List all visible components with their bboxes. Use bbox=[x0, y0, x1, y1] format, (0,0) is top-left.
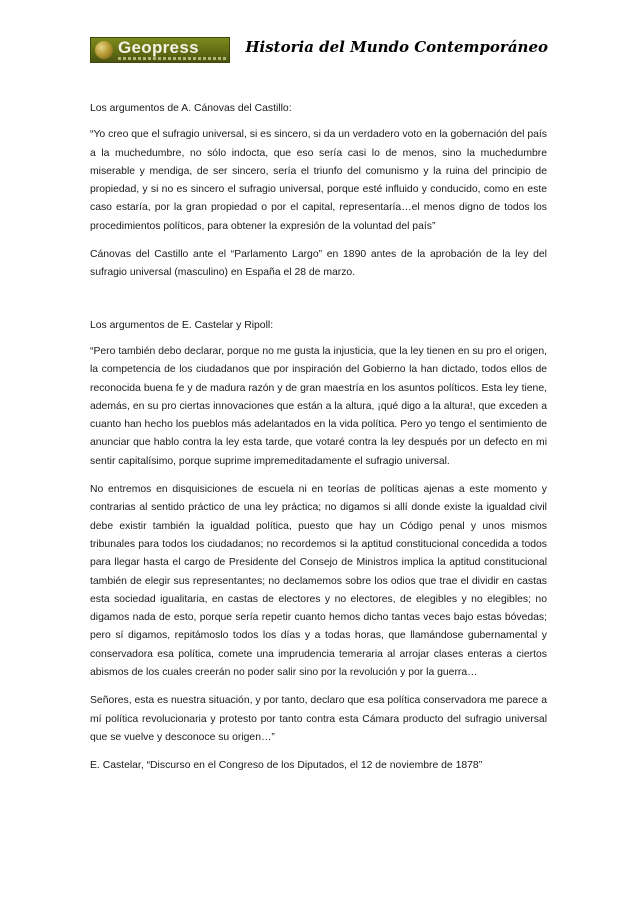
page-header bbox=[0, 0, 638, 80]
canovas-source: Cánovas del Castillo ante el “Parlamento Largo” en 1890 antes de la aprobación de la ley del sufragio universal (masculino) en España el 28 de marzo. bbox=[90, 249, 547, 279]
castelar-source: E. Castelar, “Discurso en el Congreso de los Diputados, el 12 de noviembre de 1878” bbox=[90, 760, 483, 772]
globe-icon bbox=[95, 41, 113, 59]
logo-tagline-decoration bbox=[118, 57, 226, 60]
castelar-paragraph-1: “Pero también debo declarar, porque no me gusta la injusticia, que la ley tienen en su pro el origen, la competencia de los ciudadanos que por inspiración del Gobierno la han dictado, todos ellos de reconocida buena fe y de madura razón y de gran maestría en los asuntos políticos. Esta ley tiene, además, en su pro ciertas innovaciones que están a la altura, ¡qué digo a la altura!, que exceden a cuanto han hecho los pueblos más adelantados en la vida política. Pero yo tengo el sentimiento de anunciar que hablo contra la ley esta tarde, que votaré contra la ley después por un defecto en mi sentir capitalísimo, porque suprime impremeditadamente el sufragio universal. bbox=[90, 345, 547, 467]
geopress-logo bbox=[90, 37, 230, 63]
header-title: Historia del Mundo Contemporáneo bbox=[245, 38, 548, 56]
section1-heading: Los argumentos de A. Cánovas del Castillo: bbox=[90, 103, 292, 114]
castelar-paragraph-3: Señores, esta es nuestra situación, y por tanto, declaro que esa política conservadora me parece a mí política revolucionaria y protesto por tanto contra esta Cámara producto del sufragio universal que se vuelve y desconoce su origen…” bbox=[90, 695, 547, 743]
logo-text: Geopress bbox=[118, 38, 199, 57]
canovas-quote: “Yo creo que el sufragio universal, si es sincero, si da un verdadero voto en la gobernación del país a la muchedumbre, no sólo indocta, que eso sería casi lo de menos, sino la muchedumbre miserable y mendiga, de ser sincero, sería el triunfo del comunismo y la ruina del principio de propiedad, y si no es sincero el sufragio universal, porque esté influido y conducido, como en este caso estaría, por la gran propiedad o por el capital, representaría…el menos digno de todos los procedimientos políticos, para obtener la expresión de la voluntad del país” bbox=[90, 129, 547, 232]
castelar-paragraph-2: No entremos en disquisiciones de escuela ni en teorías de políticas ajenas a este momento y contrarias al sentido práctico de una ley práctica; no digamos si allí donde existe la igualdad civil debe existir también la igualdad política, puesto que hay un Código penal y unos mismos tribunales para todos los ciudadanos; no recordemos si la aptitud constitucional concedida a todos para llegar hasta el cargo de Presidente del Consejo de Ministros implica la aptitud constitucional también de elegir sus representantes; no declamemos sobre los odios que trae el dividir en castas esta sociedad igualitaria, en castas de electores y no electores, de elegibles y no elegibles; no digamos nada de esto, porque sería repetir cuanto hemos dicho tantas veces bajo estas bóvedas; pero sí digamos, repitámoslo todos los días y a todas horas, que llamándose gubernamental y conservadora esa política, comete una imprudencia temeraria al arrojar clases enteras a ciertos abismos de los cuales creerán no poder salir sino por la revolución y por la guerra… bbox=[90, 484, 547, 679]
section-spacer bbox=[90, 293, 547, 317]
section2-heading: Los argumentos de E. Castelar y Ripoll: bbox=[90, 319, 274, 331]
document-body bbox=[90, 100, 547, 786]
